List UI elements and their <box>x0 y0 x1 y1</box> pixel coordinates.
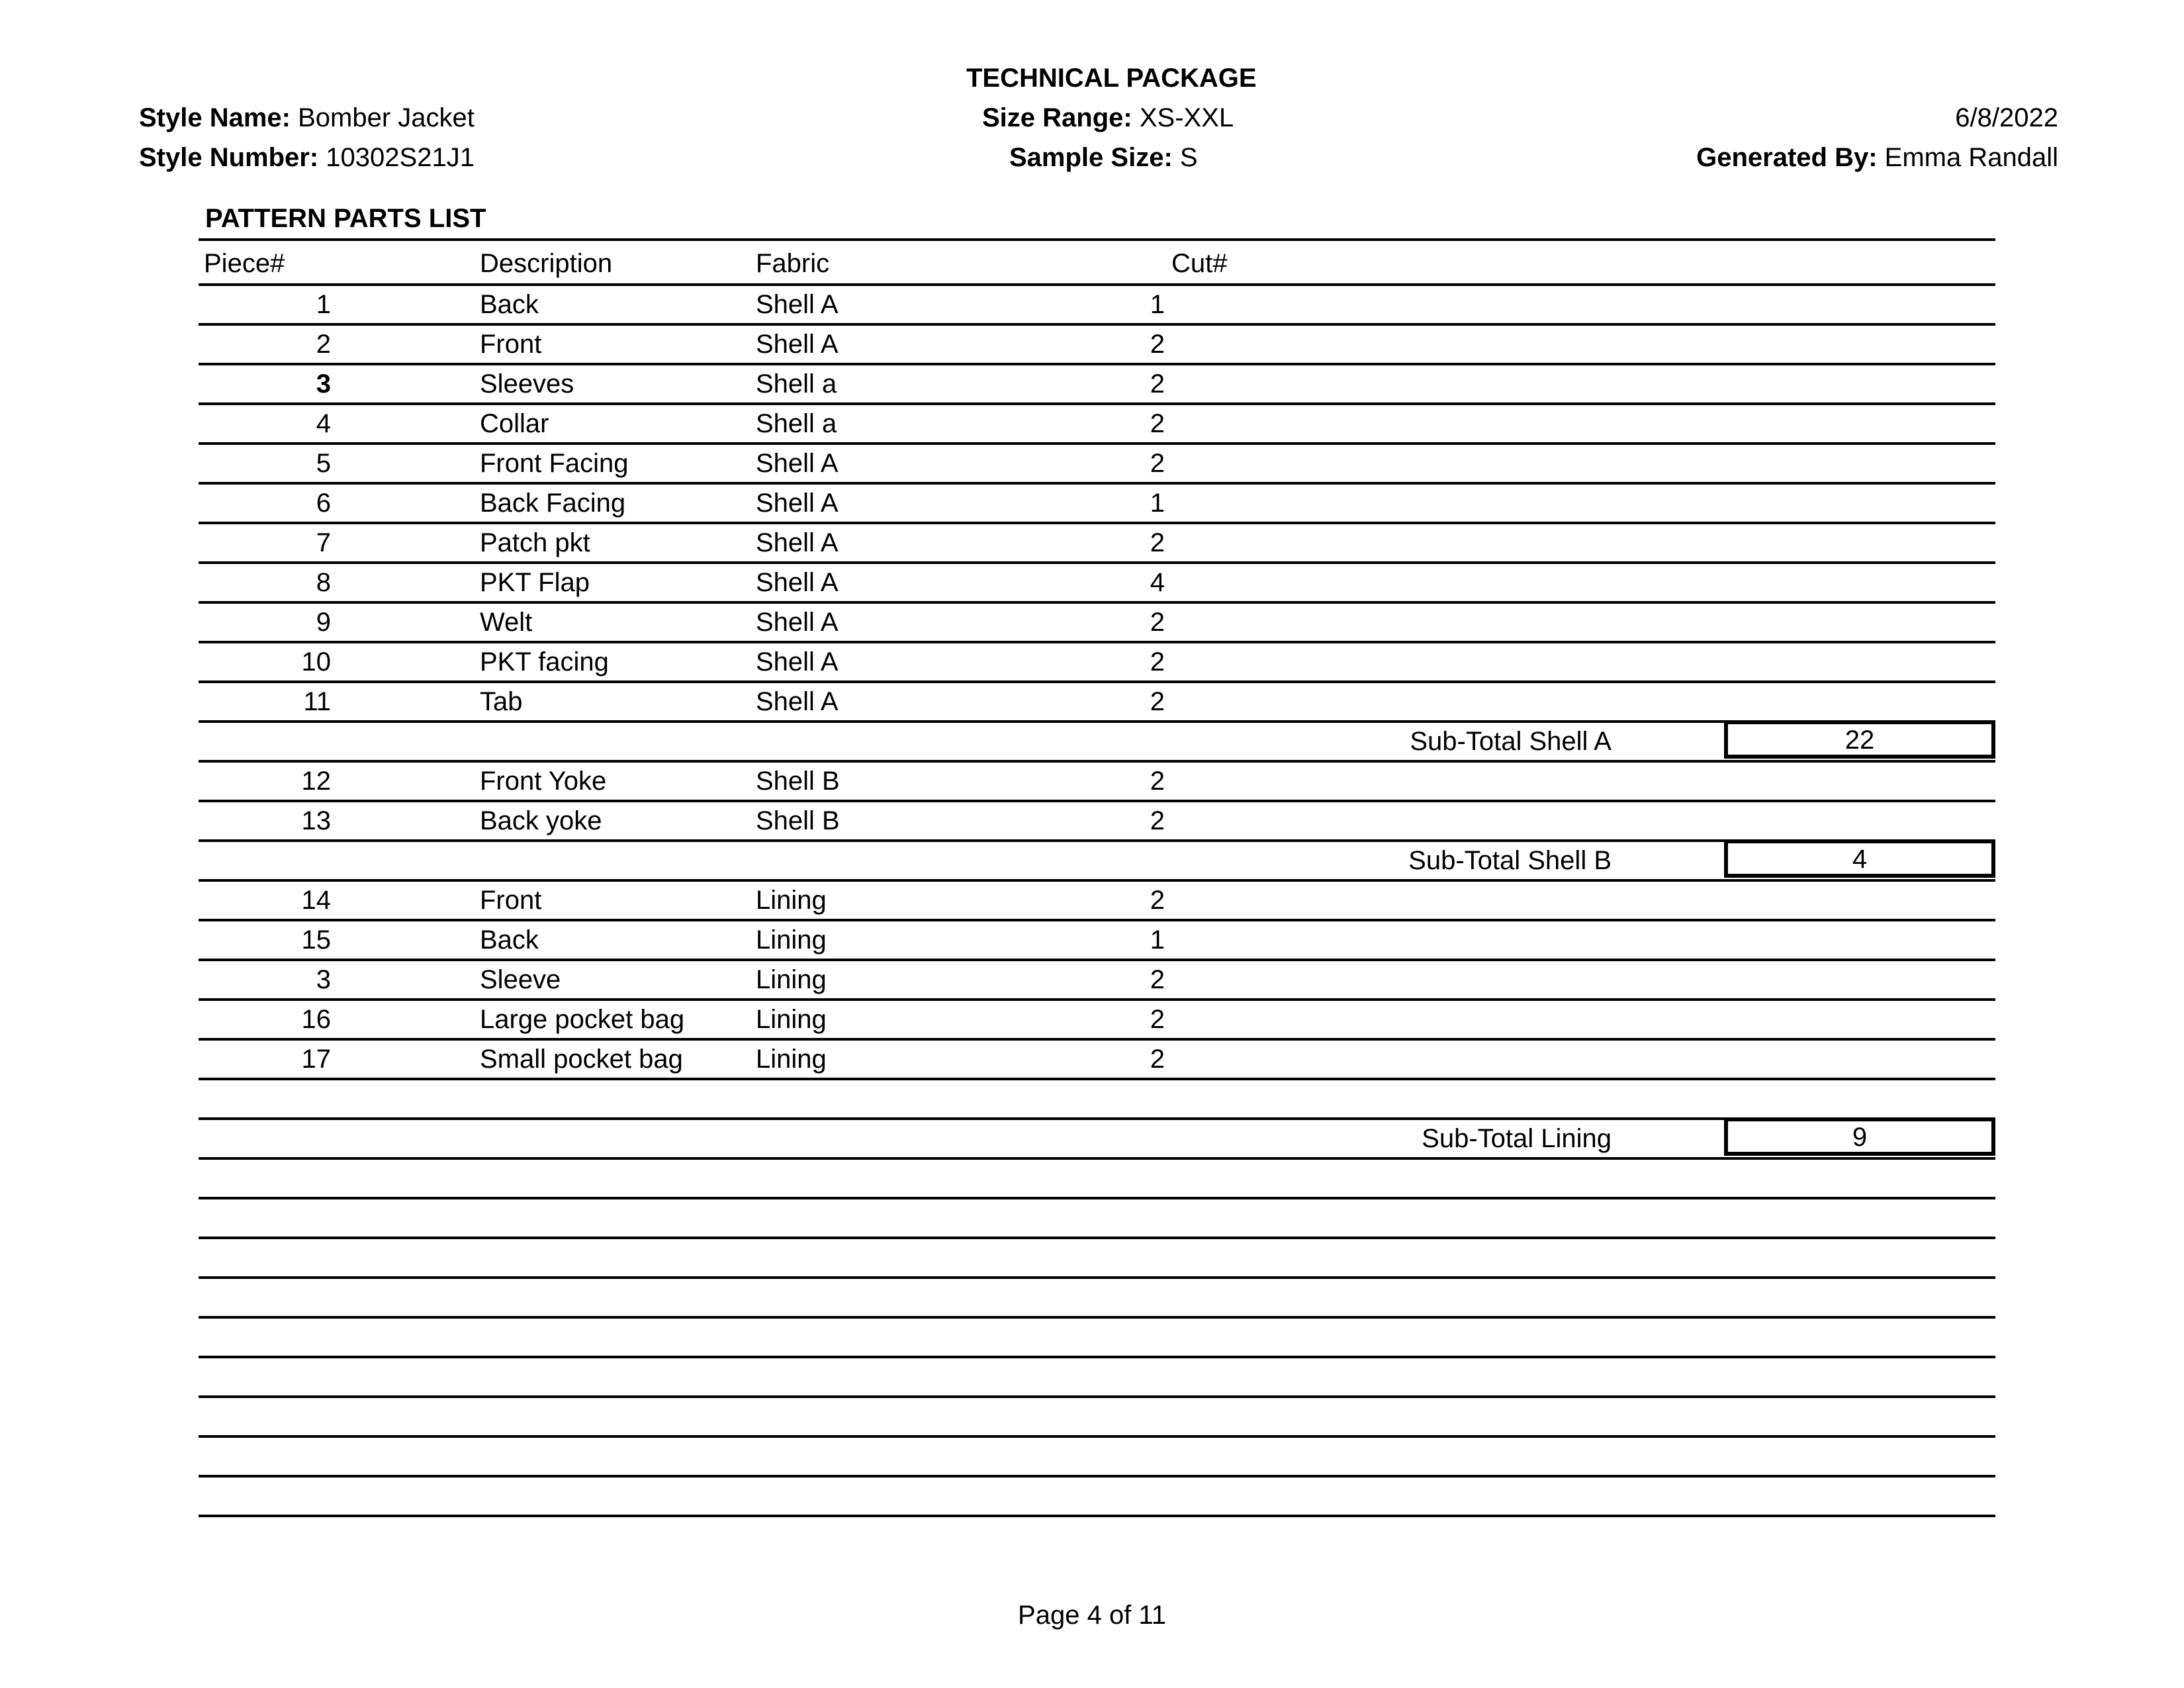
empty-row <box>199 1475 1995 1517</box>
subtotal-row <box>199 839 1995 879</box>
fabric-cell: Shell A <box>756 330 839 359</box>
fabric-cell: Shell A <box>756 608 839 637</box>
description-cell: PKT Flap <box>480 568 590 597</box>
description-cell: Back <box>480 925 539 955</box>
table-row <box>199 800 1995 839</box>
description-cell: Sleeve <box>480 965 561 994</box>
cut-cell: 2 <box>1150 1045 1165 1074</box>
cut-cell: 2 <box>1150 369 1165 399</box>
piece-cell: 9 <box>316 608 331 637</box>
cut-cell: 2 <box>1150 806 1165 835</box>
table-row <box>199 760 1995 800</box>
cut-cell: 2 <box>1150 965 1165 994</box>
piece-cell: 6 <box>316 489 331 518</box>
style-number <box>139 142 475 173</box>
empty-row <box>199 1276 1995 1316</box>
description-cell: PKT facing <box>480 647 609 677</box>
description-cell: Back yoke <box>480 806 602 835</box>
fabric-cell: Shell A <box>756 449 839 478</box>
description-cell: Welt <box>480 608 533 637</box>
cut-cell: 4 <box>1150 568 1165 597</box>
piece-cell: 3 <box>316 369 331 399</box>
cut-cell: 1 <box>1150 925 1165 955</box>
piece-cell: 8 <box>316 568 331 597</box>
piece-cell: 15 <box>301 925 331 955</box>
description-cell: Back <box>480 290 539 319</box>
table-row <box>199 402 1995 442</box>
empty-row <box>199 1157 1995 1197</box>
table-row <box>199 919 1995 959</box>
fabric-cell: Shell A <box>756 568 839 597</box>
fabric-cell: Lining <box>756 965 827 994</box>
sample-size-label: Sample Size: <box>1009 143 1173 172</box>
size-range-value: XS-XXL <box>1139 103 1234 132</box>
style-number-value: 10302S21J1 <box>326 143 475 172</box>
empty-row <box>199 1237 1995 1276</box>
section-title: PATTERN PARTS LIST <box>205 204 486 233</box>
piece-cell: 12 <box>301 767 331 796</box>
fabric-cell: Lining <box>756 925 827 955</box>
generated-by-value: Emma Randall <box>1884 143 2058 172</box>
cut-cell: 2 <box>1150 608 1165 637</box>
cut-cell: 2 <box>1150 330 1165 359</box>
subtotal-value-box: 4 <box>1724 839 1995 878</box>
cut-cell: 2 <box>1150 647 1165 677</box>
piece-cell: 2 <box>316 330 331 359</box>
fabric-cell: Lining <box>756 1005 827 1034</box>
cut-cell: 2 <box>1150 767 1165 796</box>
piece-cell: 16 <box>301 1005 331 1034</box>
piece-cell: 17 <box>301 1045 331 1074</box>
fabric-cell: Shell A <box>756 290 839 319</box>
description-cell: Patch pkt <box>480 528 590 557</box>
piece-cell: 7 <box>316 528 331 557</box>
table-row <box>199 601 1995 641</box>
table-row <box>199 641 1995 680</box>
style-number-label: Style Number: <box>139 143 319 172</box>
subtotal-row <box>199 1117 1995 1157</box>
cut-cell: 1 <box>1150 290 1165 319</box>
column-header-description: Description <box>480 249 613 278</box>
document-title: TECHNICAL PACKAGE <box>966 64 1257 93</box>
cut-cell: 2 <box>1150 886 1165 915</box>
piece-cell: 13 <box>301 806 331 835</box>
subtotal-label: Sub-Total Shell B <box>1408 846 1612 875</box>
subtotal-label: Sub-Total Shell A <box>1410 727 1612 756</box>
description-cell: Small pocket bag <box>480 1045 683 1074</box>
fabric-cell: Lining <box>756 1045 827 1074</box>
cut-cell: 2 <box>1150 1005 1165 1034</box>
cut-cell: 2 <box>1150 409 1165 438</box>
fabric-cell: Shell B <box>756 806 840 835</box>
piece-cell: 10 <box>301 647 331 677</box>
subtotal-row <box>199 720 1995 760</box>
fabric-cell: Shell A <box>756 687 839 716</box>
table-row <box>199 363 1995 402</box>
piece-cell: 4 <box>316 409 331 438</box>
cut-cell: 2 <box>1150 528 1165 557</box>
document-date: 6/8/2022 <box>1955 103 2058 132</box>
table-header-row <box>199 244 1995 283</box>
subtotal-value-box: 9 <box>1724 1117 1995 1156</box>
piece-cell: 14 <box>301 886 331 915</box>
generated-by <box>1696 142 2058 173</box>
fabric-cell: Lining <box>756 886 827 915</box>
table-row <box>199 323 1995 363</box>
cut-cell: 1 <box>1150 489 1165 518</box>
description-cell: Front Facing <box>480 449 629 478</box>
size-range <box>982 102 1234 134</box>
generated-by-label: Generated By: <box>1696 143 1878 172</box>
description-cell: Back Facing <box>480 489 626 518</box>
table-row <box>199 998 1995 1038</box>
sample-size <box>1009 142 1198 173</box>
cut-cell: 2 <box>1150 687 1165 716</box>
fabric-cell: Shell B <box>756 767 840 796</box>
style-name <box>139 102 475 134</box>
description-cell: Tab <box>480 687 523 716</box>
empty-row <box>199 1078 1995 1117</box>
description-cell: Sleeves <box>480 369 574 399</box>
table-row <box>199 442 1995 482</box>
fabric-cell: Shell A <box>756 489 839 518</box>
column-header-cut: Cut# <box>1171 249 1228 278</box>
table-row <box>199 283 1995 323</box>
page-number: Page 4 of 11 <box>1018 1601 1166 1630</box>
table-row <box>199 522 1995 561</box>
empty-row <box>199 1395 1995 1435</box>
empty-row <box>199 1316 1995 1356</box>
piece-cell: 3 <box>316 965 331 994</box>
style-name-value: Bomber Jacket <box>298 103 475 132</box>
description-cell: Collar <box>480 409 549 438</box>
table-row <box>199 680 1995 720</box>
table-row <box>199 959 1995 998</box>
table-row <box>199 482 1995 522</box>
sample-size-value: S <box>1179 143 1198 172</box>
piece-cell: 1 <box>316 290 331 319</box>
fabric-cell: Shell A <box>756 528 839 557</box>
subtotal-label: Sub-Total Lining <box>1422 1124 1612 1153</box>
empty-row <box>199 1197 1995 1237</box>
table-body <box>199 283 1995 1517</box>
style-name-label: Style Name: <box>139 103 291 132</box>
piece-cell: 5 <box>316 449 331 478</box>
table-row <box>199 1038 1995 1078</box>
fabric-cell: Shell a <box>756 409 837 438</box>
description-cell: Front <box>480 886 542 915</box>
size-range-label: Size Range: <box>982 103 1132 132</box>
subtotal-value-box: 22 <box>1724 720 1995 759</box>
column-header-piece: Piece# <box>204 249 285 278</box>
column-header-fabric: Fabric <box>756 249 830 278</box>
cut-cell: 2 <box>1150 449 1165 478</box>
pattern-parts-table <box>199 238 1995 1517</box>
description-cell: Front <box>480 330 542 359</box>
empty-row <box>199 1435 1995 1475</box>
fabric-cell: Shell a <box>756 369 837 399</box>
piece-cell: 11 <box>303 687 331 716</box>
description-cell: Large pocket bag <box>480 1005 685 1034</box>
table-row <box>199 561 1995 601</box>
empty-row <box>199 1356 1995 1395</box>
table-row <box>199 879 1995 919</box>
fabric-cell: Shell A <box>756 647 839 677</box>
description-cell: Front Yoke <box>480 767 607 796</box>
